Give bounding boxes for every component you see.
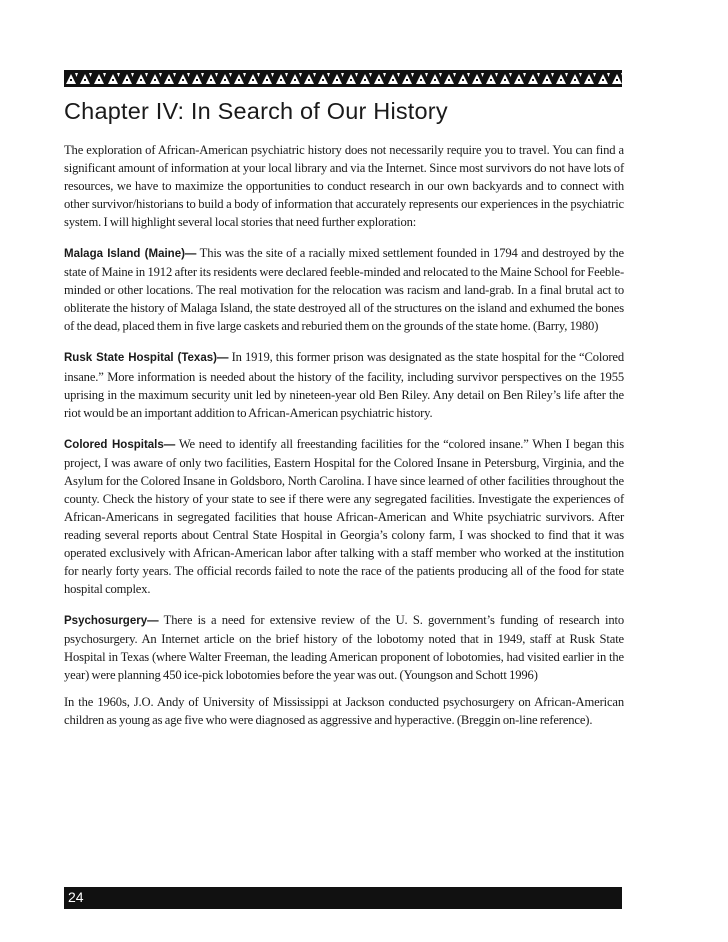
paragraph-heading: Malaga Island (Maine)— [64, 248, 197, 261]
paragraph-text: In the 1960s, J.O. Andy of University of Mississippi at Jackson conducted psychosurgery on African-American children as young as age five who were diagnosed as aggressive and hyperactive. (Breggin on-line reference). [64, 695, 624, 728]
paragraph-heading: Colored Hospitals— [64, 438, 176, 451]
paragraph-text: This was the site of a racially mixed settlement founded in 1794 and destroyed by the state of Maine in 1912 after its residents were declared feeble-minded and relocated to the Maine School for Feeble-minded or other locations. The real motivation for the relocation was racism and land-grab. In a final brutal act to obliterate the history of Malaga Island, the state destroyed all of the structures on the island and exhumed the bones of the dead, placed them in five large caskets and reburied them on the grounds of the state home. (Barry, 1980) [64, 246, 624, 334]
paragraph-psychosurgery [64, 611, 624, 684]
paragraph-text: The exploration of African-American psychiatric history does not necessarily require you to travel. You can find a significant amount of information at your local library and via the Internet. Since most survivors do not have lots of resources, we have to maximize the opportunities to conduct research in our own backyards and to connect with other survivor/historians to build a body of information that accurately represents our experiences in the psychiatric system. I will highlight several local stories that need further exploration: [64, 143, 624, 230]
paragraph-heading: Psychosurgery— [64, 615, 159, 628]
paragraph-text: There is a need for extensive review of the U. S. government’s funding of research into psychosurgery. An Internet article on the brief history of the lobotomy noted that in 1949, staff at Rusk State Hospital in Texas (where Walter Freeman, the leading American proponent of lobotomies, had visited earlier in the year) were planning 450 ice-pick lobotomies before the year was out. (Youngson and Schott 1996) [64, 613, 624, 683]
paragraph-colored-hospitals [64, 435, 624, 598]
paragraph-malaga-island [64, 244, 624, 335]
chapter-title: Chapter IV: In Search of Our History [64, 98, 448, 124]
page-number: 24 [68, 889, 84, 905]
paragraph-intro [64, 141, 624, 231]
paragraph-rusk-state-hospital [64, 348, 624, 421]
footer-bar [64, 887, 622, 909]
paragraph-heading: Rusk State Hospital (Texas)— [64, 352, 229, 365]
paragraph-1960s [64, 693, 624, 729]
paragraph-text: We need to identify all freestanding facilities for the “colored insane.” When I began this project, I was aware of only two facilities, Eastern Hospital for the Colored Insane in Petersburg, Virginia, and the Asylum for the Colored Insane in Goldsboro, North Carolina. I have since learned of other facilities throughout the county. Check the history of your state to see if there were any segregated facilities. Investigate the experiences of African-Americans in segregated facilities that house African-American and White psychiatric survivors. After reading several reports about Central State Hospital in Georgia’s colony farm, I was shocked to find that it was operated exclusively with African-American labor after talking with a staff member who worked at the institution for nearly forty years. The official records failed to note the race of the patients producing all of the food for state hospital complex. [64, 436, 625, 597]
triangle-pattern-icon [64, 70, 622, 87]
body-text [64, 141, 624, 742]
paragraph-text: In 1919, this former prison was designated as the state hospital for the “Colored insane.” More information is needed about the history of the facility, including survivor perspectives on the 1955 uprising in the maximum security unit led by nineteen-year old Ben Riley. Any detail on Ben Riley’s life after the riot would be an important addition to African-American psychiatric history. [64, 350, 625, 420]
decorative-border-band [64, 70, 622, 87]
